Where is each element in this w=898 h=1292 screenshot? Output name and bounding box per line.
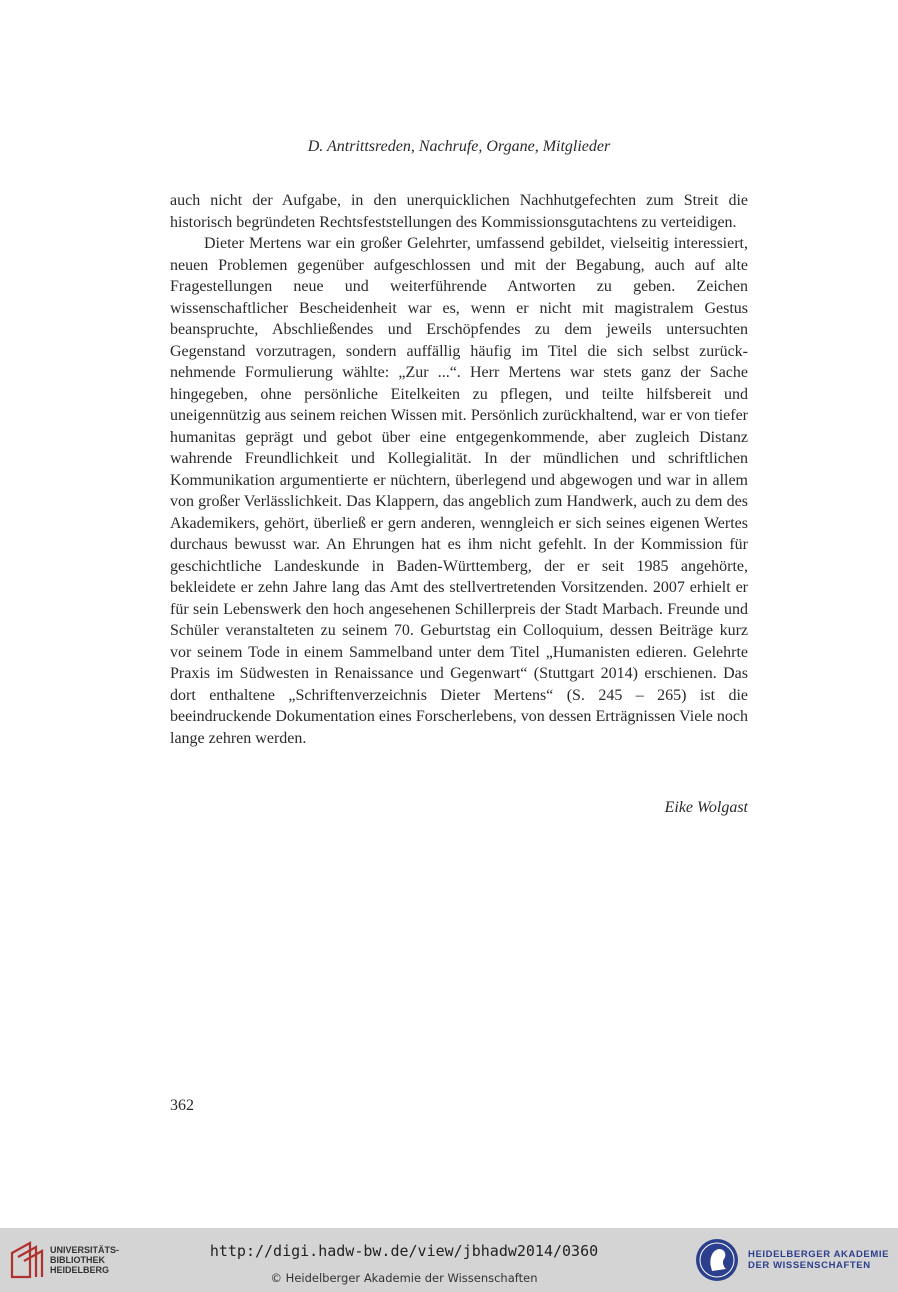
university-library-name: UNIVERSITÄTS- BIBLIOTHEK HEIDELBERG <box>50 1245 120 1275</box>
university-library-logo[interactable] <box>8 1236 138 1284</box>
running-head: D. Antrittsreden, Nachrufe, Organe, Mitglieder <box>307 138 611 155</box>
copyright-notice: © Heidelberger Akademie der Wissenschaften <box>270 1271 538 1285</box>
academy-name: HEIDELBERGER AKADEMIE DER WISSENSCHAFTEN <box>748 1249 890 1271</box>
academy-logo[interactable] <box>694 1235 894 1285</box>
university-library-icon <box>8 1239 44 1281</box>
page-number: 362 <box>170 1097 194 1114</box>
paragraph-continuation: auch nicht der Aufgabe, in den unerquicklichen Nachhutgefechten zum Streit die historisch begründeten Rechtsfeststellungen des Kommissionsgutachtens zu verteidigen. <box>170 192 748 231</box>
author-signature: Eike Wolgast <box>664 799 748 816</box>
paragraph-main: Dieter Mertens war ein großer Gelehrter, umfassend gebildet, vielseitig interessiert, neuen Problemen gegenüber aufgeschlossen und mit der Begabung, auch auf alte Fragestellungen neue und weiterführende Antworten zu geben. Zeichen wissenschaftlicher Bescheidenheit war es, wenn er nicht mit magistralem Gestus beanspruchte, Abschließendes und Erschöpfendes zu dem jeweils untersuchten Gegenstand vorzutragen, sondern auffällig häufig im Titel die sich selbst zurücknehmende Formulierung wählte: „Zur ...“. Herr Mertens war stets ganz der Sache hingegeben, ohne persönliche Eitelkeiten zu pflegen, und teilte hilfsbereit und uneigennützig aus seinem reichen Wissen mit. Persönlich zurückhaltend, war er von tiefer humanitas geprägt und gebot über eine entgegenkommende, aber zugleich Distanz wahrende Freundlichkeit und Kollegialität. In der mündlichen und schriftlichen Kommunikation argumentierte er nüchtern, überlegend und abgewogen und war in allem von großer Verlässlichkeit. Das Klappern, das angeblich zum Handwerk, auch zu dem des Akademikers, gehört, überließ er gern anderen, wenngleich er sich seines eigenen Wertes durchaus bewusst war. An Ehrungen hat es ihm nicht gefehlt. In der Kommission für geschichtliche Landeskunde in Baden-Württemberg, der er seit 1985 angehörte, bekleidete er zehn Jahre lang das Amt des stellvertretenden Vorsitzenden. 2007 erhielt er für sein Lebenswerk den hoch angesehenen Schillerpreis der Stadt Marbach. Freunde und Schüler veranstalteten zu seinem 70. Geburtstag ein Colloquium, dessen Beiträge kurz vor seinem Tode in einem Sammelband unter dem Titel „Humanisten edieren. Gelehrte Praxis im Südwesten in Renaissance und Gegenwart“ (Stuttgart 2014) erschienen. Das dort enthaltene „Schriftenverzeichnis Dieter Mertens“ (S. 245 – 265) ist die beeindruckende Dokumentation eines Forscherlebens, von dessen Erträgnissen Viele noch lange zehren werden. <box>170 235 748 747</box>
permalink-url[interactable]: http://digi.hadw-bw.de/view/jbhadw2014/0360 <box>209 1242 599 1260</box>
body-text <box>170 190 748 749</box>
academy-seal-icon <box>694 1237 740 1283</box>
viewer-footer <box>0 1228 898 1292</box>
